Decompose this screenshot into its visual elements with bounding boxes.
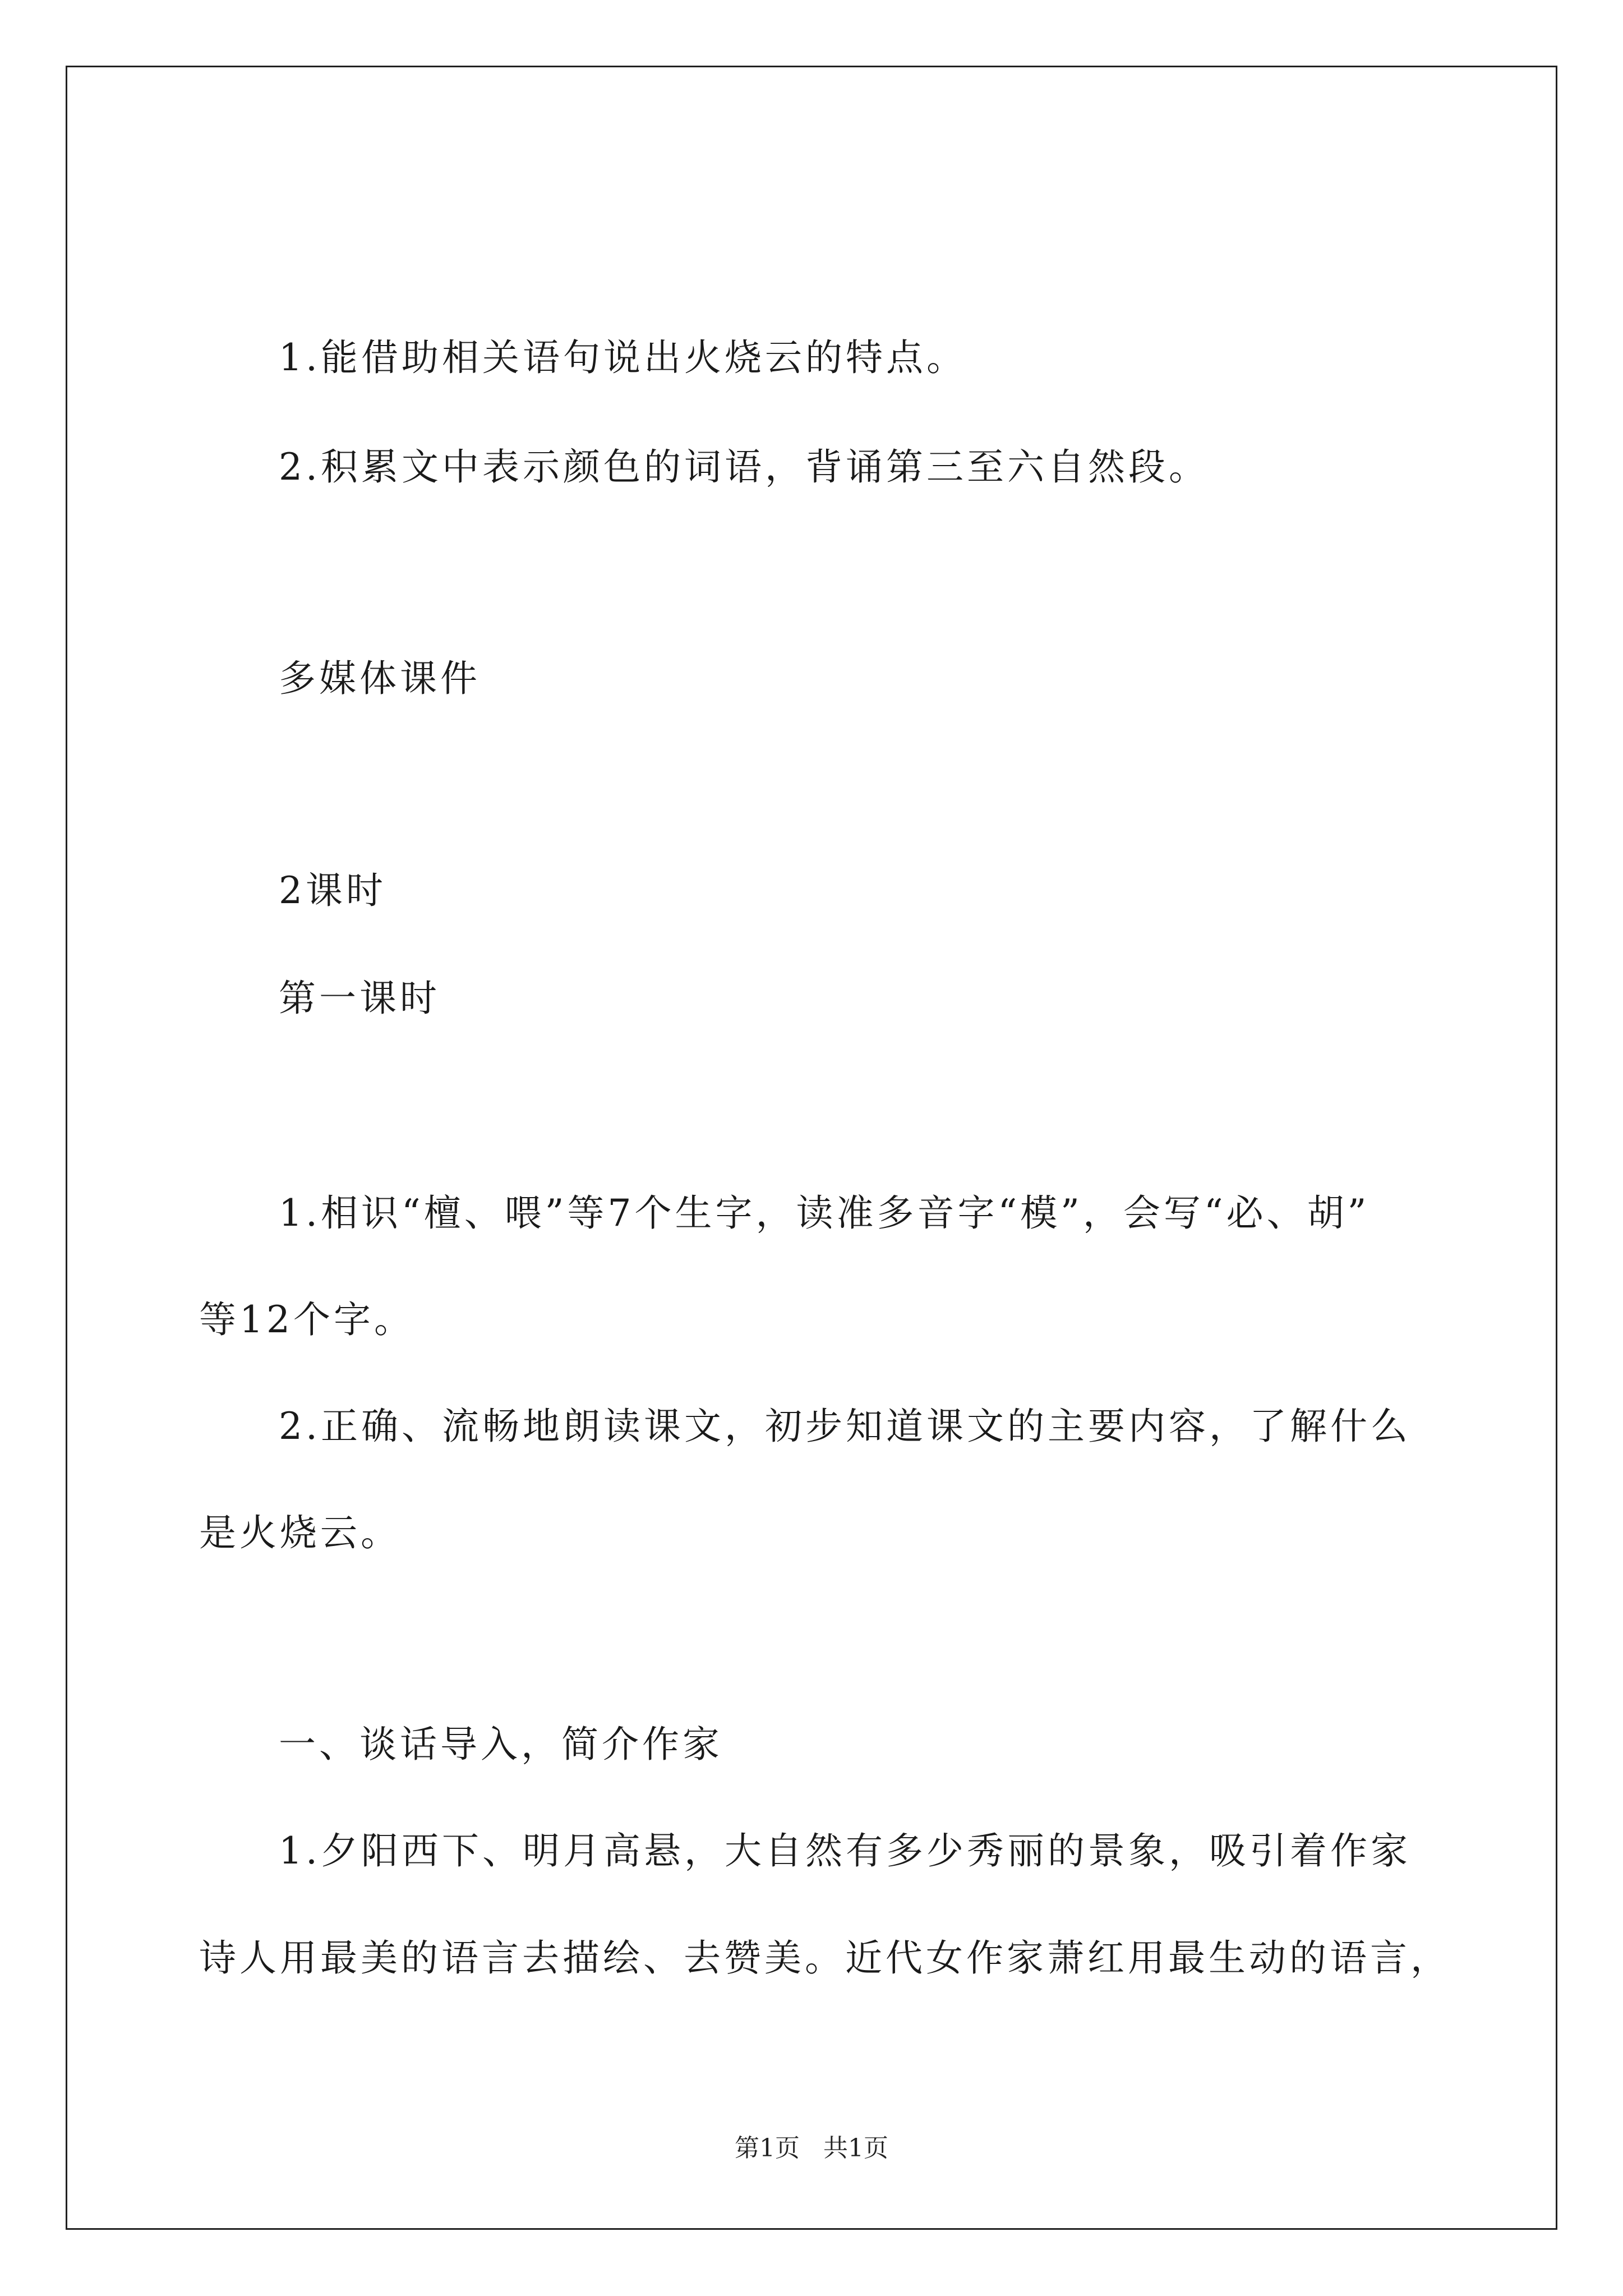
page-footer: 第1页 共1页 xyxy=(735,2134,888,2162)
class-hours: 2课时 xyxy=(279,869,386,912)
period-goal-2-line-2: 是火烧云。 xyxy=(199,1511,401,1554)
section-heading: 一、谈话导入，简介作家 xyxy=(279,1723,723,1766)
teaching-prep: 多媒体课件 xyxy=(279,657,481,700)
period-goal-1-line-2: 等12个字。 xyxy=(199,1298,414,1341)
period-goal-2-line-1: 2.正确、流畅地朗读课文，初步知道课文的主要内容，了解什么 xyxy=(279,1405,1411,1448)
goal-2-line-1: 2.积累文中表示颜色的词语，背诵第三至六自然段。 xyxy=(279,445,1209,489)
page-border xyxy=(66,66,1557,2230)
period-goal-1-line-1: 1.相识“檀、喂”等7个生字，读准多音字“模”，会写“必、胡” xyxy=(279,1191,1370,1235)
section-item-1-line-2: 诗人用最美的语言去描绘、去赞美。近代女作家萧红用最生动的语言， xyxy=(199,1936,1451,1980)
section-item-1-line-1: 1.夕阳西下、明月高悬，大自然有多少秀丽的景象，吸引着作家 xyxy=(279,1829,1411,1872)
period-title: 第一课时 xyxy=(279,977,440,1020)
goal-1-line-1: 1.能借助相关语句说出火烧云的特点。 xyxy=(279,336,967,379)
